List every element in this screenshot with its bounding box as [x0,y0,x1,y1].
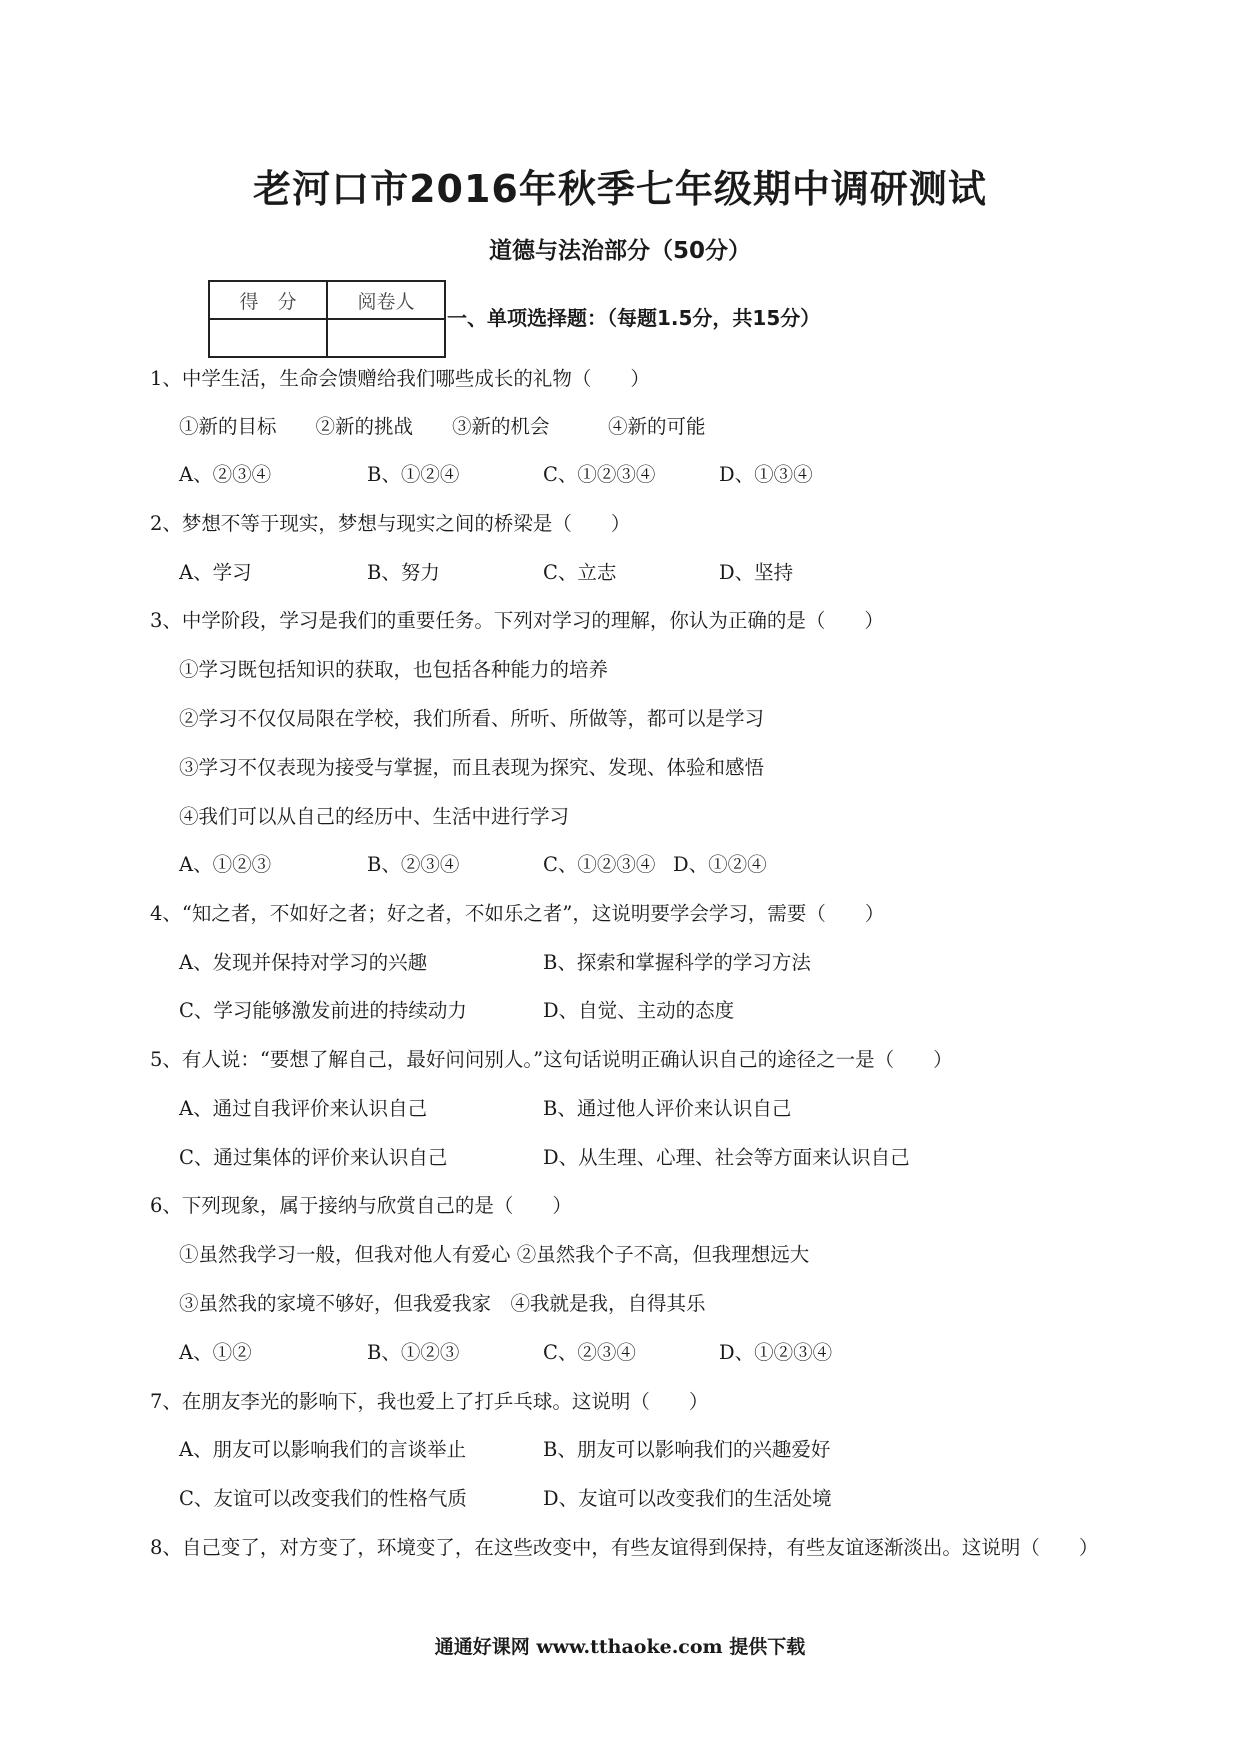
question-6-option-b[interactable]: B、①②③ [367,1341,460,1364]
question-7-option-a[interactable]: A、朋友可以影响我们的言谈举止 [179,1438,467,1461]
question-2-option-d[interactable]: D、坚持 [719,561,794,584]
question-6-statements-1: ①虽然我学习一般，但我对他人有爱心 ②虽然我个子不高，但我理想远大 [179,1243,810,1266]
score-table [208,280,446,358]
question-8-stem: 8、自己变了，对方变了，环境变了，在这些改变中，有些友谊得到保持，有些友谊逐渐淡出。这说明（ ） [150,1536,1099,1559]
question-4-stem: 4、“知之者，不如好之者；好之者，不如乐之者”，这说明要学会学习，需要（ ） [150,902,885,925]
question-3-statement-3: ③学习不仅表现为接受与掌握，而且表现为探究、发现、体验和感悟 [179,756,765,779]
score-label: 得 分 [209,281,327,319]
question-3-statement-1: ①学习既包括知识的获取，也包括各种能力的培养 [179,658,609,681]
question-5-stem: 5、有人说：“要想了解自己，最好问问别人。”这句话说明正确认识自己的途径之一是（ ） [150,1048,953,1071]
question-7-option-b[interactable]: B、朋友可以影响我们的兴趣爱好 [543,1438,831,1461]
score-cell[interactable] [209,319,327,357]
question-4-option-b[interactable]: B、探索和掌握科学的学习方法 [543,951,811,974]
question-7-option-c[interactable]: C、友谊可以改变我们的性格气质 [179,1487,467,1510]
question-5-option-c[interactable]: C、通过集体的评价来认识自己 [179,1146,448,1169]
question-7-stem: 7、在朋友李光的影响下，我也爱上了打乒乓球。这说明（ ） [150,1390,709,1413]
question-1-option-c[interactable]: C、①②③④ [543,463,656,486]
question-2-option-a[interactable]: A、学习 [179,561,252,584]
question-1-option-a[interactable]: A、②③④ [179,463,272,486]
exam-title: 老河口市2016年秋季七年级期中调研测试 [253,167,987,211]
question-3-option-c[interactable]: C、①②③④ [543,853,656,876]
question-4-option-a[interactable]: A、发现并保持对学习的兴趣 [179,951,428,974]
question-3-statement-4: ④我们可以从自己的经历中、生活中进行学习 [179,805,570,828]
question-3-option-b[interactable]: B、②③④ [367,853,460,876]
question-2-option-c[interactable]: C、立志 [543,561,617,584]
section-heading: 一、单项选择题：（每题1.5分，共15分） [447,306,821,330]
question-6-statements-2: ③虽然我的家境不够好，但我爱我家 ④我就是我，自得其乐 [179,1292,706,1315]
question-4-option-d[interactable]: D、自觉、主动的态度 [543,999,735,1022]
question-4-option-c[interactable]: C、学习能够激发前进的持续动力 [179,999,467,1022]
question-3-stem: 3、中学阶段，学习是我们的重要任务。下列对学习的理解，你认为正确的是（ ） [150,609,884,632]
grader-cell[interactable] [327,319,445,357]
question-6-option-d[interactable]: D、①②③④ [719,1341,833,1364]
question-1-stem: 1、中学生活，生命会馈赠给我们哪些成长的礼物（ ） [150,367,650,390]
question-5-option-d[interactable]: D、从生理、心理、社会等方面来认识自己 [543,1146,910,1169]
question-3-statement-2: ②学习不仅仅局限在学校，我们所看、所听、所做等，都可以是学习 [179,707,765,730]
question-1-statements: ①新的目标 ②新的挑战 ③新的机会 ④新的可能 [179,415,706,438]
footer: 通通好课网 www.tthaoke.com 提供下载 [434,1636,806,1658]
question-1-option-d[interactable]: D、①③④ [719,463,813,486]
question-6-stem: 6、下列现象，属于接纳与欣赏自己的是（ ） [150,1194,572,1217]
question-5-option-b[interactable]: B、通过他人评价来认识自己 [543,1097,792,1120]
question-2-option-b[interactable]: B、努力 [367,561,440,584]
question-1-option-b[interactable]: B、①②④ [367,463,460,486]
question-3-option-d[interactable]: D、①②④ [673,853,767,876]
question-5-option-a[interactable]: A、通过自我评价来认识自己 [179,1097,428,1120]
question-7-option-d[interactable]: D、友谊可以改变我们的生活处境 [543,1487,832,1510]
question-3-option-a[interactable]: A、①②③ [179,853,272,876]
grader-label: 阅卷人 [327,281,445,319]
question-6-option-a[interactable]: A、①② [179,1341,252,1364]
question-6-option-c[interactable]: C、②③④ [543,1341,636,1364]
question-2-stem: 2、梦想不等于现实，梦想与现实之间的桥梁是（ ） [150,512,631,535]
exam-subtitle: 道德与法治部分（50分） [488,238,751,264]
